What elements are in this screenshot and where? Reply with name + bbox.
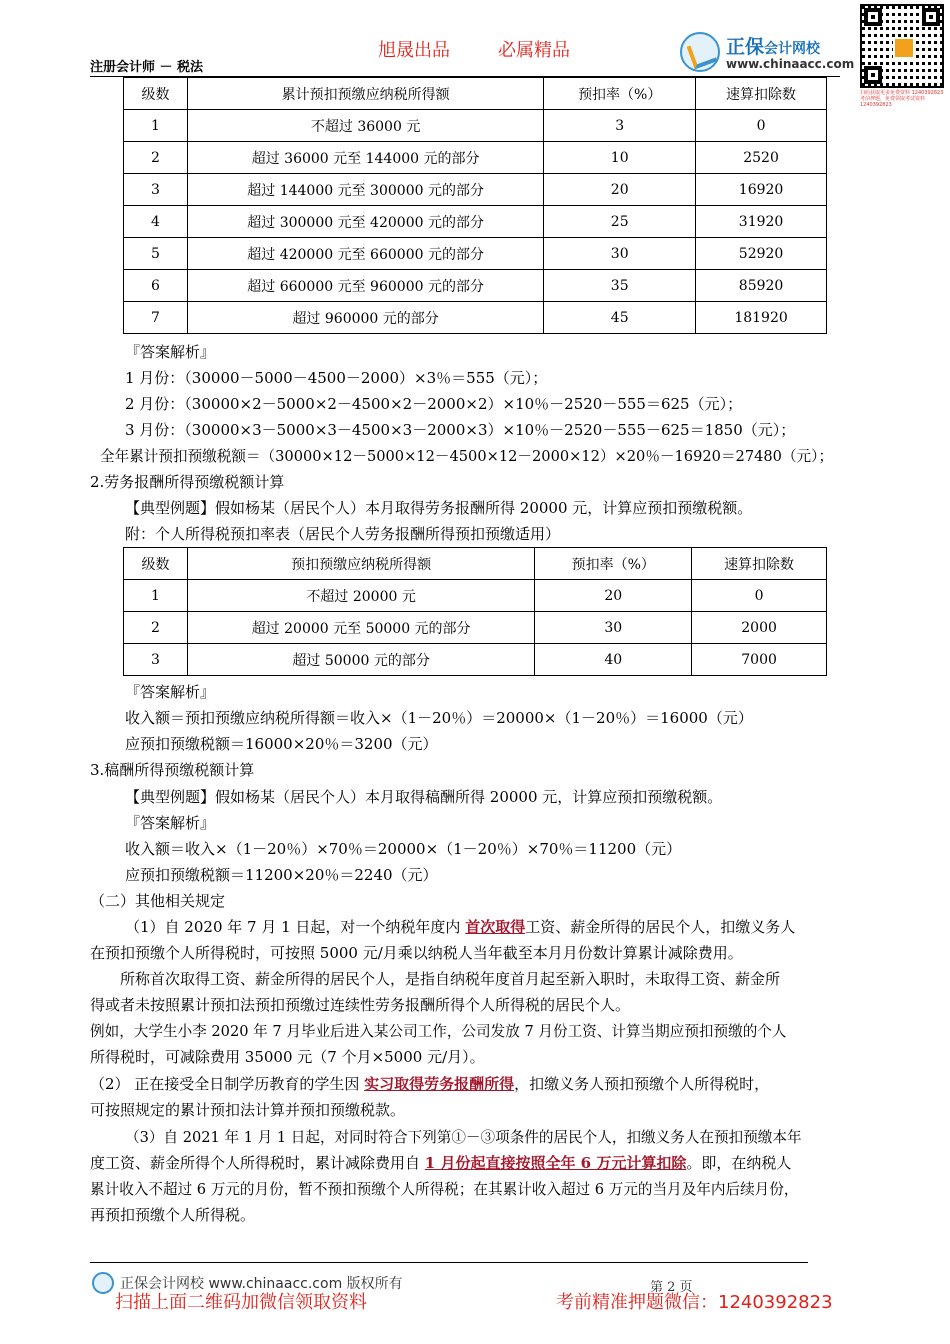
- table-header-row: [124, 548, 827, 580]
- calc-full-year: 全年累计预扣预缴税额＝（30000×12－5000×12－4500×12－2000×12）×20％－16920＝27480（元）；: [100, 448, 834, 465]
- footer-wechat-promo: 考前精准押题微信：1240392823: [556, 1292, 833, 1313]
- table-cell: 31920: [696, 206, 827, 238]
- rule-1-line-1: （1）自 2020 年 7 月 1 日起，对一个纳税年度内 首次取得工资、薪金所得的居民个人，扣缴义务人: [125, 918, 796, 936]
- rule-1-example-1: 例如，大学生小李 2020 年 7 月毕业后进入某公司工作，公司发放 7 月份工资、计算当期应预扣预缴的个人: [90, 1023, 787, 1040]
- qr-note: 扫码获取更多免费资料 1240392823 考前押题，免费领取考试资料 1240392823: [860, 90, 944, 108]
- table-cell: 超过 50000 元的部分: [187, 644, 534, 676]
- table-cell: 30: [535, 612, 692, 644]
- table-cell: 2: [124, 142, 188, 174]
- rule-3-line-2: 度工资、薪金所得个人所得税时，累计减除费用自 1 月份起直接按照全年 6 万元计算扣除。即，在纳税人: [90, 1154, 792, 1172]
- table-row: [124, 270, 827, 302]
- table-cell: 不超过 20000 元: [187, 580, 534, 612]
- table-cell: 4: [124, 206, 188, 238]
- table-cell: 7: [124, 302, 188, 334]
- table-cell: 3: [544, 110, 696, 142]
- qr-code-icon: [860, 4, 944, 88]
- section-2-title: 2.劳务报酬所得预缴税额计算: [90, 473, 285, 491]
- table-row: [124, 110, 827, 142]
- table-cell: 3: [124, 174, 188, 206]
- chinaacc-logo[interactable]: [680, 30, 858, 76]
- rule-3-line-3: 累计收入不超过 6 万元的月份，暂不预扣预缴个人所得税；在其累计收入超过 6 万元的当月及年内后续月份，: [90, 1181, 799, 1198]
- table-cell: 85920: [696, 270, 827, 302]
- other-rules-title: （二）其他相关规定: [90, 892, 226, 910]
- table-cell: 20: [535, 580, 692, 612]
- answer-heading: 『答案解析』: [125, 683, 216, 701]
- section-2-income-calc: 收入额＝预扣预缴应纳税所得额＝收入×（1－20％）＝20000×（1－20％）＝16000（元）: [125, 709, 753, 727]
- section-2-attachment: 附：个人所得税预扣率表（居民个人劳务报酬所得预扣预缴适用）: [125, 525, 561, 543]
- rule-2-line-2: 可按照规定的累计预扣法计算并预扣预缴税款。: [90, 1101, 406, 1119]
- footer-copyright: 正保会计网校 www.chinaacc.com 版权所有: [120, 1276, 403, 1292]
- rule-1-line-2: 在预扣预缴个人所得税时，可按照 5000 元/月乘以纳税人当年截至本月月份数计算累计减除费用。: [90, 944, 743, 962]
- table-row: [124, 206, 827, 238]
- rule-3-line-4: 再预扣预缴个人所得税。: [90, 1206, 256, 1224]
- table-cell: 52920: [696, 238, 827, 270]
- table-row: [124, 612, 827, 644]
- section-3-title: 3.稿酬所得预缴税额计算: [90, 761, 255, 779]
- table-cell: 1: [124, 580, 188, 612]
- table-cell: 2: [124, 612, 188, 644]
- table-cell: 30: [544, 238, 696, 270]
- section-3-example: 【典型例题】假如杨某（居民个人）本月取得稿酬所得 20000 元，计算应预扣预缴税额。: [125, 788, 723, 806]
- table-cell: 超过 300000 元至 420000 元的部分: [187, 206, 543, 238]
- table-cell: 超过 960000 元的部分: [187, 302, 543, 334]
- logo-emblem-icon: [680, 32, 720, 72]
- table-cell: 3: [124, 644, 188, 676]
- table-row: [124, 142, 827, 174]
- table-row: [124, 580, 827, 612]
- calc-month-2: 2 月份：（30000×2－5000×2－4500×2－2000×2）×10％－2520－555＝625（元）；: [125, 395, 743, 413]
- table-cell: 不超过 36000 元: [187, 110, 543, 142]
- table-cell: 超过 420000 元至 660000 元的部分: [187, 238, 543, 270]
- rule-2-line-1: （2） 正在接受全日制学历教育的学生因 实习取得劳务报酬所得，扣缴义务人预扣预缴个人所得税时，: [90, 1075, 770, 1093]
- section-2-tax-calc: 应预扣预缴税额＝16000×20％＝3200（元）: [125, 735, 438, 753]
- table-header-row: [124, 78, 827, 110]
- table-header-cell: 级数: [124, 78, 188, 110]
- section-3-tax-calc: 应预扣预缴税额＝11200×20％＝2240（元）: [125, 866, 438, 884]
- cumulative-withholding-rate-table: [123, 77, 827, 334]
- brand-left: 旭晟出品: [378, 40, 450, 61]
- table-cell: 7000: [692, 644, 827, 676]
- table-cell: 45: [544, 302, 696, 334]
- table-cell: 5: [124, 238, 188, 270]
- calc-month-3: 3 月份：（30000×3－5000×3－4500×3－2000×3）×10％－2520－555－625＝1850（元）；: [125, 421, 796, 439]
- table-cell: 2000: [692, 612, 827, 644]
- highlight-60000: 1 月份起直接按照全年 6 万元计算扣除: [424, 1154, 687, 1172]
- table-cell: 超过 660000 元至 960000 元的部分: [187, 270, 543, 302]
- table-cell: 20: [544, 174, 696, 206]
- table-row: [124, 302, 827, 334]
- calc-month-1: 1 月份：（30000－5000－4500－2000）×3％＝555（元）；: [125, 369, 548, 387]
- logo-name: 正保会计网校: [726, 36, 821, 58]
- table-cell: 0: [692, 580, 827, 612]
- section-2-example: 【典型例题】假如杨某（居民个人）本月取得劳务报酬所得 20000 元，计算应预扣预缴税额。: [125, 499, 753, 517]
- answer-heading: 『答案解析』: [125, 343, 216, 361]
- table-cell: 10: [544, 142, 696, 174]
- table-cell: 1: [124, 110, 188, 142]
- table-row: [124, 644, 827, 676]
- table-cell: 25: [544, 206, 696, 238]
- footer-qr-promo: 扫描上面二维码加微信领取资料: [115, 1292, 367, 1313]
- table-cell: 2520: [696, 142, 827, 174]
- table-header-cell: 速算扣除数: [696, 78, 827, 110]
- rule-3-line-1: （3）自 2021 年 1 月 1 日起，对同时符合下列第①－③项条件的居民个人，扣缴义务人在预扣预缴本年: [125, 1129, 802, 1146]
- table-header-cell: 预扣预缴应纳税所得额: [187, 548, 534, 580]
- table-cell: 0: [696, 110, 827, 142]
- table-cell: 超过 36000 元至 144000 元的部分: [187, 142, 543, 174]
- logo-url: www.chinaacc.com: [726, 57, 855, 71]
- page-number: 第 2 页: [650, 1280, 693, 1295]
- brand-right: 必属精品: [498, 40, 570, 61]
- table-header-cell: 累计预扣预缴应纳税所得额: [187, 78, 543, 110]
- footer-logo-icon: [92, 1272, 114, 1294]
- highlight-internship: 实习取得劳务报酬所得: [364, 1075, 515, 1093]
- rule-1-definition-2: 得或者未按照累计预扣法预扣预缴过连续性劳务报酬所得个人所得税的居民个人。: [90, 996, 631, 1014]
- table-header-cell: 预扣率（%）: [535, 548, 692, 580]
- answer-heading: 『答案解析』: [125, 814, 216, 832]
- table-cell: 40: [535, 644, 692, 676]
- table-row: [124, 238, 827, 270]
- footer-rule: [90, 1262, 808, 1263]
- table-cell: 16920: [696, 174, 827, 206]
- table-cell: 超过 20000 元至 50000 元的部分: [187, 612, 534, 644]
- table-cell: 超过 144000 元至 300000 元的部分: [187, 174, 543, 206]
- table-header-cell: 级数: [124, 548, 188, 580]
- table-cell: 35: [544, 270, 696, 302]
- rule-1-definition-1: 所称首次取得工资、薪金所得的居民个人，是指自纳税年度首月起至新入职时，未取得工资、薪金所: [120, 970, 781, 988]
- table-header-cell: 预扣率（%）: [544, 78, 696, 110]
- rule-1-example-2: 所得税时，可减除费用 35000 元（7 个月×5000 元/月）。: [90, 1048, 485, 1066]
- section-3-income-calc: 收入额＝收入×（1－20％）×70％＝20000×（1－20％）×70％＝11200（元）: [125, 840, 682, 858]
- highlight-first-time: 首次取得: [465, 918, 526, 936]
- table-cell: 6: [124, 270, 188, 302]
- labor-remuneration-rate-table: [123, 547, 827, 676]
- table-cell: 181920: [696, 302, 827, 334]
- subject-title: 注册会计师 － 税法: [90, 60, 204, 75]
- table-header-cell: 速算扣除数: [692, 548, 827, 580]
- table-row: [124, 174, 827, 206]
